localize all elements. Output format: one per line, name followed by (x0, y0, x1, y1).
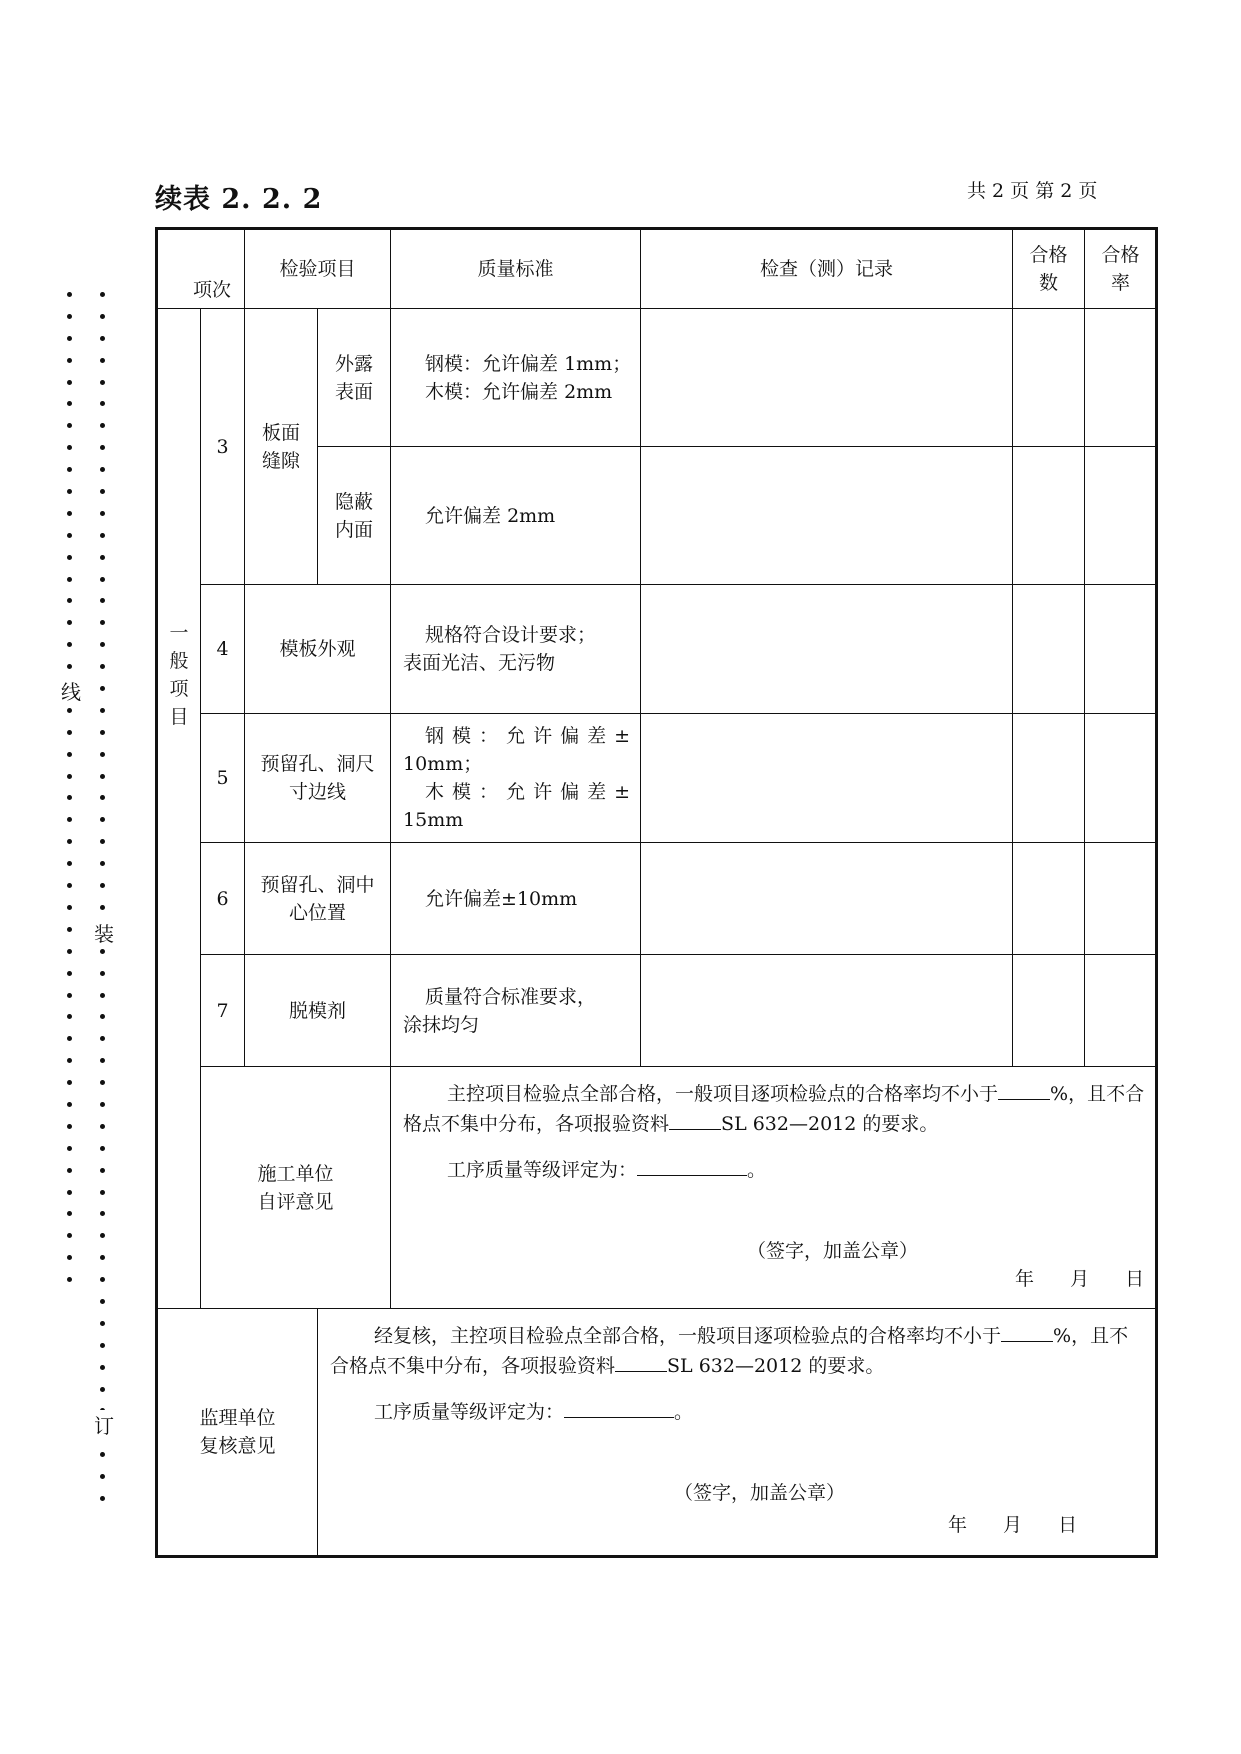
pass-count-cell[interactable] (1013, 714, 1085, 843)
binding-dot (67, 642, 72, 647)
binding-dot (100, 511, 105, 516)
binding-dot (100, 314, 105, 319)
binding-dot (67, 817, 72, 822)
binding-dot (67, 971, 72, 976)
binding-dot (100, 380, 105, 385)
row-no: 3 (201, 309, 245, 585)
binding-dot (100, 1387, 105, 1392)
binding-dot (100, 1321, 105, 1326)
binding-dot (100, 1474, 105, 1479)
table-row (157, 309, 1157, 447)
standard-cell: 允许偏差 2mm (391, 447, 641, 585)
item-name: 预留孔、洞尺寸边线 (245, 714, 391, 843)
standard-cell: 规格符合设计要求； 表面光洁、无污物 (391, 585, 641, 714)
table-row (157, 585, 1157, 714)
binding-dot (67, 1233, 72, 1238)
binding-dot (100, 423, 105, 428)
binding-dot (100, 292, 105, 297)
col-header-standard: 质量标准 (391, 229, 641, 309)
binding-dot (100, 467, 105, 472)
record-cell[interactable] (641, 955, 1013, 1067)
item-name: 模板外观 (245, 585, 391, 714)
inspection-table (155, 227, 1158, 1558)
binding-dot (67, 1124, 72, 1129)
binding-dots (67, 292, 72, 1299)
record-cell[interactable] (641, 714, 1013, 843)
binding-dot (67, 358, 72, 363)
binding-dot (67, 401, 72, 406)
binding-dot (100, 774, 105, 779)
data-blank[interactable] (615, 1351, 667, 1372)
construction-opinion (391, 1067, 1157, 1309)
binding-dot (100, 708, 105, 713)
binding-dot (100, 445, 105, 450)
supervision-opinion (318, 1309, 1157, 1557)
table-row (157, 955, 1157, 1067)
binding-dot (67, 1102, 72, 1107)
binding-mark-zhuang: 装 (93, 918, 115, 947)
binding-dot (67, 511, 72, 516)
binding-dot (100, 489, 105, 494)
row-no: 5 (201, 714, 245, 843)
binding-dot (100, 1496, 105, 1501)
binding-dot (67, 292, 72, 297)
binding-dot (67, 1190, 72, 1195)
binding-dot (100, 1168, 105, 1173)
date-line: 年 月 日 (1015, 1268, 1145, 1290)
binding-dot (67, 314, 72, 319)
binding-dot (67, 336, 72, 341)
col-header-pass-rate: 合格率 (1085, 229, 1157, 309)
binding-dot (67, 993, 72, 998)
col-header-item-no: 项次 (157, 229, 245, 309)
binding-dot (67, 1255, 72, 1260)
signature-note: （签字，加盖公章） (747, 1240, 919, 1262)
binding-dot (67, 467, 72, 472)
binding-dot (100, 598, 105, 603)
pass-rate-cell[interactable] (1085, 447, 1157, 585)
binding-dot (100, 949, 105, 954)
binding-dots (100, 292, 105, 1518)
binding-dot (67, 905, 72, 910)
record-cell[interactable] (641, 585, 1013, 714)
binding-dot (100, 993, 105, 998)
col-header-record: 检查（测）记录 (641, 229, 1013, 309)
binding-dot (67, 708, 72, 713)
binding-dot (67, 861, 72, 866)
sub-item-name: 外露表面 (318, 309, 391, 447)
pass-rate-cell[interactable] (1085, 309, 1157, 447)
sub-item-name: 隐蔽内面 (318, 447, 391, 585)
record-cell[interactable] (641, 843, 1013, 955)
pass-count-cell[interactable] (1013, 447, 1085, 585)
binding-dot (67, 927, 72, 932)
binding-dot (67, 1036, 72, 1041)
supervision-label: 监理单位复核意见 (157, 1309, 318, 1557)
standard-cell: 质量符合标准要求， 涂抹均匀 (391, 955, 641, 1067)
binding-dot (100, 533, 105, 538)
data-blank[interactable] (669, 1109, 721, 1130)
construction-statement: 主控项目检验点全部合格，一般项目逐项检验点的合格率均不小于 %，且不合格点不集中分布，各项报验资料 SL 632—2012 的要求。 (403, 1079, 1145, 1139)
binding-dot (100, 1343, 105, 1348)
record-cell[interactable] (641, 309, 1013, 447)
binding-dot (100, 752, 105, 757)
binding-dot (100, 620, 105, 625)
binding-dot (100, 1080, 105, 1085)
standard-cell: 允许偏差±10mm (391, 843, 641, 955)
binding-dot (100, 1146, 105, 1151)
binding-dot (100, 1190, 105, 1195)
binding-dot (67, 555, 72, 560)
binding-dot (67, 533, 72, 538)
page-info: 共 2 页 第 2 页 (967, 180, 1098, 202)
construction-label: 施工单位自评意见 (201, 1067, 391, 1309)
grade-blank[interactable] (637, 1155, 747, 1176)
binding-dot (67, 883, 72, 888)
item-name: 板面缝隙 (245, 309, 318, 585)
binding-dot (100, 1124, 105, 1129)
binding-dot (67, 752, 72, 757)
binding-dot (100, 642, 105, 647)
binding-dot (67, 795, 72, 800)
signature-note: （签字，加盖公章） (674, 1482, 846, 1504)
grade-blank[interactable] (564, 1397, 674, 1418)
supervision-statement: 经复核，主控项目检验点全部合格，一般项目逐项检验点的合格率均不小于 %，且不合格点不集中分布，各项报验资料 SL 632—2012 的要求。 (330, 1321, 1146, 1381)
binding-dot (100, 1365, 105, 1370)
binding-dot (100, 1014, 105, 1019)
pass-rate-cell[interactable] (1085, 843, 1157, 955)
header-row (157, 229, 1157, 309)
binding-dot (67, 1146, 72, 1151)
binding-dot (67, 1168, 72, 1173)
binding-dot (67, 730, 72, 735)
standard-cell: 钢模：允许偏差± 10mm； 木模：允许偏差± 15mm (391, 714, 641, 843)
table-title: 续表 2. 2. 2 (155, 184, 323, 215)
standard-cell: 钢模：允许偏差 1mm； 木模：允许偏差 2mm (391, 309, 641, 447)
binding-dot (67, 380, 72, 385)
binding-dot (67, 1211, 72, 1216)
binding-dot (100, 1452, 105, 1457)
binding-dot (100, 401, 105, 406)
col-header-pass-count: 合格数 (1013, 229, 1085, 309)
table-row (157, 843, 1157, 955)
binding-dot (67, 1014, 72, 1019)
construction-opinion-row (157, 1067, 1157, 1309)
binding-mark-ding: 订 (93, 1410, 115, 1439)
binding-dot (100, 861, 105, 866)
binding-dot (100, 358, 105, 363)
binding-dot (67, 1277, 72, 1282)
table-row (157, 714, 1157, 843)
pass-count-cell[interactable] (1013, 585, 1085, 714)
binding-dot (67, 1080, 72, 1085)
item-name: 脱模剂 (245, 955, 391, 1067)
supervision-opinion-row (157, 1309, 1157, 1557)
binding-dot (100, 686, 105, 691)
row-no: 6 (201, 843, 245, 955)
binding-dot (67, 423, 72, 428)
binding-dot (67, 664, 72, 669)
binding-dot (100, 817, 105, 822)
binding-dot (100, 1058, 105, 1063)
binding-dot (100, 1211, 105, 1216)
binding-dot (67, 774, 72, 779)
binding-dot (100, 1299, 105, 1304)
binding-dot (100, 1233, 105, 1238)
row-no: 4 (201, 585, 245, 714)
binding-dot (100, 730, 105, 735)
category-cell: 一般项目 (157, 309, 201, 1309)
binding-dot (100, 883, 105, 888)
pass-rate-cell[interactable] (1085, 955, 1157, 1067)
binding-dot (67, 577, 72, 582)
binding-dot (100, 795, 105, 800)
pass-count-cell[interactable] (1013, 309, 1085, 447)
supervision-grade: 工序质量等级评定为： 。 (330, 1397, 1146, 1426)
pass-rate-cell[interactable] (1085, 585, 1157, 714)
row-no: 7 (201, 955, 245, 1067)
binding-dot (100, 1277, 105, 1282)
binding-dot (67, 839, 72, 844)
construction-grade: 工序质量等级评定为： 。 (403, 1155, 1145, 1184)
binding-dot (100, 905, 105, 910)
record-cell[interactable] (641, 447, 1013, 585)
binding-mark-xian: 线 (60, 676, 82, 705)
binding-dot (67, 1058, 72, 1063)
pass-count-cell[interactable] (1013, 955, 1085, 1067)
binding-dot (67, 598, 72, 603)
binding-dot (67, 445, 72, 450)
pass-count-cell[interactable] (1013, 843, 1085, 955)
binding-dot (100, 1102, 105, 1107)
binding-dot (100, 971, 105, 976)
rate-blank[interactable] (998, 1079, 1050, 1100)
binding-dot (100, 577, 105, 582)
binding-dot (100, 839, 105, 844)
binding-dot (100, 555, 105, 560)
binding-dot (100, 664, 105, 669)
rate-blank[interactable] (1001, 1321, 1053, 1342)
col-header-inspect-item: 检验项目 (245, 229, 391, 309)
date-line: 年 月 日 (948, 1514, 1078, 1536)
binding-dot (67, 949, 72, 954)
binding-dot (100, 1036, 105, 1041)
binding-dot (100, 336, 105, 341)
binding-dot (67, 620, 72, 625)
binding-dot (67, 489, 72, 494)
binding-dot (100, 1255, 105, 1260)
pass-rate-cell[interactable] (1085, 714, 1157, 843)
item-name: 预留孔、洞中心位置 (245, 843, 391, 955)
